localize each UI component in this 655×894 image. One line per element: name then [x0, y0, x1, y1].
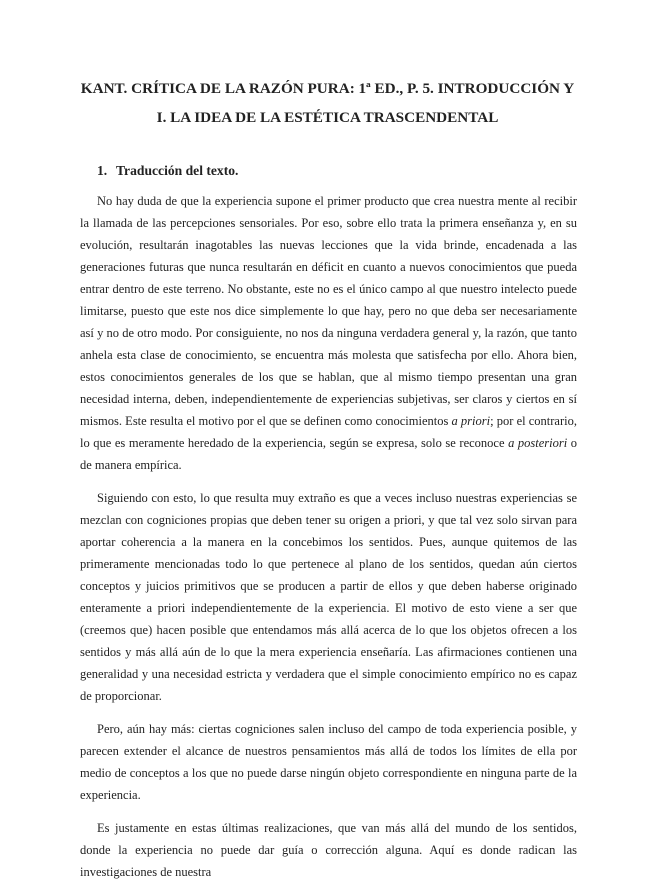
paragraph-text: No hay duda de que la experiencia supone el primer producto que crea nuestra mente al recibir la llamada de las percepciones sensoriales. Por eso, sobre ello trata la primera enseñanza y, en su evolución, resultarán inagotables las nuevas lecciones que la vida brinde, encadenada a las generaciones futuras que nunca resultarán en déficit en cuanto a nuevos conocimientos que pueda entrar dentro de este terreno. No obstante, este no es el único campo al que nuestro intelecto puede limitarse, puesto que este nos dice simplemente lo que hay, pero no que deba ser necesariamente así y no de otro modo. Por consiguiente, no nos da ninguna verdadera general y, la razón, que tanto anhela esta clase de conocimiento, se encuentra más molesta que satisfecha por ello. Ahora bien, estos conocimientos generales de los que se hablan, que al mismo tiempo presentan una gran necesidad interna, deben, independientemente de experiencias subjetivas, ser claros y ciertos en sí mismos. Este resulta el motivo por el que se definen como conocimientos: [80, 194, 577, 428]
paragraph-text: Es justamente en estas últimas realizaciones, que van más allá del mundo de los sentidos, donde la experiencia no puede dar guía o corrección alguna. Aquí es donde radican las investigaciones de nuestra: [80, 821, 577, 879]
paragraph-text: o de manera empírica.: [80, 436, 578, 472]
body-text: [80, 190, 577, 894]
document-title-line-1: KANT. CRÍTICA DE LA RAZÓN PURA: 1ª ED., P. 5. INTRODUCCIÓN Y: [80, 80, 575, 97]
section-title: Traducción del texto.: [116, 163, 239, 178]
document-title-line-2: I. LA IDEA DE LA ESTÉTICA TRASCENDENTAL: [156, 109, 499, 126]
document-title: [60, 74, 595, 132]
italic-term: a priori: [451, 414, 491, 428]
paragraph: [80, 487, 577, 707]
section-heading: [97, 162, 238, 180]
paragraph-text: Siguiendo con esto, lo que resulta muy extraño es que a veces incluso nuestras experiencias se mezclan con cogniciones propias que deben tener su origen a priori, y que tal vez solo sirvan para aportar coherencia a la manera en la concebimos los sentidos. Pues, aunque quitemos de las primeramente mencionadas todo lo que pertenece al plano de los sentidos, quedan aún ciertos conceptos y juicios primitivos que se producen a partir de ellos y que deben haberse originado enteramente a priori independientemente de la experiencia. El motivo de esto viene a ser que (creemos que) hacen posible que entendamos más allá acerca de lo que los objetos ofrecen a los sentidos y más allá aún de lo que la mera experiencia enseñaría. Las afirmaciones contienen una generalidad y una necesidad estricta y verdadera que el simple conocimiento empírico no es capaz de proporcionar.: [80, 491, 577, 703]
section-number: 1.: [97, 163, 108, 178]
paragraph: [80, 190, 577, 476]
paragraph-text: ; por el contrario, lo que es meramente heredado de la experiencia, según se expresa, solo se reconoce: [80, 414, 577, 450]
italic-term: a posteriori: [508, 436, 568, 450]
paragraph: [80, 817, 577, 883]
paragraph: [80, 718, 577, 806]
paragraph-text: Pero, aún hay más: ciertas cogniciones salen incluso del campo de toda experiencia posible, y parecen extender el alcance de nuestros pensamientos más allá de todos los límites de ella por medio de conceptos a los que no puede darse ningún objeto correspondiente en ninguna parte de la experiencia.: [80, 722, 577, 802]
